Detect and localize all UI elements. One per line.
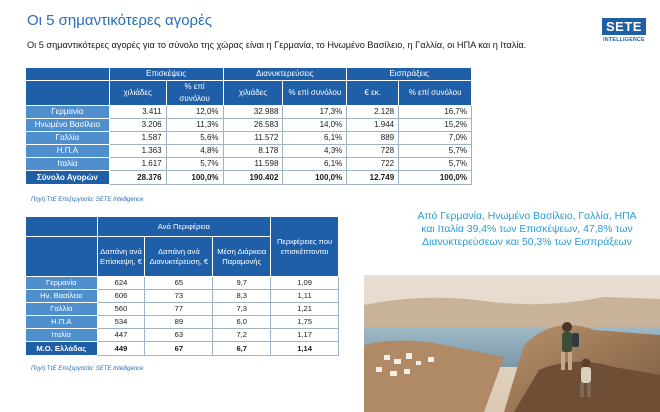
table-row: [26, 106, 472, 119]
subheader-cell: χιλιάδες: [109, 81, 166, 106]
total-cell: 100,0%: [283, 171, 347, 185]
value-cell: 17,3%: [283, 106, 347, 119]
subheader-cell: Μέση Διάρκεια Παραμονής: [213, 237, 271, 277]
regions-table: [25, 216, 339, 356]
total-cell: 100,0%: [399, 171, 472, 185]
subheader-cell: % επί συνόλου: [283, 81, 347, 106]
value-cell: 89: [145, 316, 213, 329]
total-cell: 6,7: [213, 342, 271, 356]
subheader-cell: χιλιάδες: [223, 81, 283, 106]
group-header-region: Ανά Περιφέρεια: [97, 217, 271, 237]
header-blank-cell: [26, 237, 98, 277]
subheader-cell: Δαπάνη ανά Επίσκεψη, €: [97, 237, 145, 277]
country-cell: Ηνωμένο Βασίλειο: [26, 119, 110, 132]
value-cell: 7,2: [213, 329, 271, 342]
table-row: [26, 158, 472, 171]
value-cell: 12,0%: [166, 106, 223, 119]
table-row: [26, 132, 472, 145]
total-label-cell: Σύνολο Αγορών: [26, 171, 110, 185]
table-row: [26, 277, 339, 290]
table-total-row: [26, 342, 339, 356]
value-cell: 5,7%: [166, 158, 223, 171]
value-cell: 5,7%: [399, 145, 472, 158]
total-label-cell: Μ.Ο. Ελλάδας: [26, 342, 98, 356]
value-cell: 5,6%: [166, 132, 223, 145]
highlight-callout: Από Γερμανία, Ηνωμένο Βασίλειο, Γαλλία, ΗΠΑ και Ιταλία 39,4% των Επισκέψεων, 47,8% των Διανυκτερεύσεων και 50,3% των Εισπράξεων: [417, 211, 637, 248]
value-cell: 534: [97, 316, 145, 329]
value-cell: 73: [145, 290, 213, 303]
country-cell: Η.Π.Α: [26, 145, 110, 158]
value-cell: 5,7%: [399, 158, 472, 171]
country-cell: Γερμανία: [26, 106, 110, 119]
logo-main-text: SETE: [602, 18, 646, 35]
total-cell: 12.749: [347, 171, 399, 185]
value-cell: 11.572: [223, 132, 283, 145]
value-cell: 4,3%: [283, 145, 347, 158]
table-row: [26, 119, 472, 132]
value-cell: 26.583: [223, 119, 283, 132]
value-cell: 7,0%: [399, 132, 472, 145]
value-cell: 1,09: [271, 277, 339, 290]
value-cell: 11,3%: [166, 119, 223, 132]
source-note: Πηγή:ΤτΕ Επεξεργασία: SETE Intelligence: [31, 197, 144, 203]
table-row: [26, 316, 339, 329]
table-row: [26, 303, 339, 316]
country-cell: Γαλλία: [26, 303, 98, 316]
header-blank-cell: [26, 81, 110, 106]
total-cell: 1,14: [271, 342, 339, 356]
table-header-row: [26, 68, 472, 81]
value-cell: 16,7%: [399, 106, 472, 119]
value-cell: 15,2%: [399, 119, 472, 132]
value-cell: 8.178: [223, 145, 283, 158]
total-cell: 28.376: [109, 171, 166, 185]
value-cell: 889: [347, 132, 399, 145]
total-cell: 100,0%: [166, 171, 223, 185]
total-cell: 449: [97, 342, 145, 356]
value-cell: 11.598: [223, 158, 283, 171]
country-cell: Γερμανία: [26, 277, 98, 290]
total-cell: 190.402: [223, 171, 283, 185]
value-cell: 7,3: [213, 303, 271, 316]
value-cell: 6,1%: [283, 132, 347, 145]
group-header-receipts: Εισπράξεις: [347, 68, 472, 81]
value-cell: 447: [97, 329, 145, 342]
value-cell: 32.988: [223, 106, 283, 119]
value-cell: 9,7: [213, 277, 271, 290]
value-cell: 1.363: [109, 145, 166, 158]
table-row: [26, 145, 472, 158]
table-header-row: [26, 217, 339, 237]
photo-illustration: [364, 275, 660, 412]
page-subtitle: Οι 5 σημαντικότερες αγορές για το σύνολο της χώρας είναι η Γερμανία, το Ηνωμένο Βασίλειο, η Γαλλία, οι ΗΠΑ και η Ιταλία.: [27, 40, 527, 50]
table-row: [26, 290, 339, 303]
source-note: Πηγή:ΤτΕ Επεξεργασία: SETE Intelligence: [31, 366, 144, 372]
value-cell: 8,3: [213, 290, 271, 303]
value-cell: 1,75: [271, 316, 339, 329]
value-cell: 624: [97, 277, 145, 290]
logo-sub-text: INTELLIGENCE: [603, 37, 645, 43]
country-cell: Γαλλία: [26, 132, 110, 145]
value-cell: 4,8%: [166, 145, 223, 158]
table-total-row: [26, 171, 472, 185]
header-regions-visited: Περιφέρειες που επισκέπτονται: [271, 217, 339, 277]
value-cell: 14,0%: [283, 119, 347, 132]
value-cell: 2.128: [347, 106, 399, 119]
subheader-cell: % επί συνόλου: [166, 81, 223, 106]
hikers-coast-photo: [364, 275, 660, 412]
value-cell: 1.944: [347, 119, 399, 132]
value-cell: 560: [97, 303, 145, 316]
country-cell: Ιταλία: [26, 329, 98, 342]
country-cell: Ην. Βασίλειο: [26, 290, 98, 303]
total-cell: 67: [145, 342, 213, 356]
value-cell: 1.587: [109, 132, 166, 145]
value-cell: 63: [145, 329, 213, 342]
subheader-cell: % επί συνόλου: [399, 81, 472, 106]
markets-table: [25, 67, 472, 185]
country-cell: Ιταλία: [26, 158, 110, 171]
value-cell: 722: [347, 158, 399, 171]
value-cell: 3.206: [109, 119, 166, 132]
value-cell: 77: [145, 303, 213, 316]
group-header-visits: Επισκέψεις: [109, 68, 223, 81]
value-cell: 6,0: [213, 316, 271, 329]
value-cell: 65: [145, 277, 213, 290]
value-cell: 6,1%: [283, 158, 347, 171]
value-cell: 606: [97, 290, 145, 303]
value-cell: 1,21: [271, 303, 339, 316]
header-blank-cell: [26, 68, 110, 81]
header-blank-cell: [26, 217, 98, 237]
table-row: [26, 329, 339, 342]
country-cell: Η.Π.Α: [26, 316, 98, 329]
table-subheader-row: [26, 81, 472, 106]
sete-logo: [602, 18, 646, 43]
value-cell: 1,11: [271, 290, 339, 303]
subheader-cell: Δαπάνη ανά Διανυκτέρευση, €: [145, 237, 213, 277]
value-cell: 1,17: [271, 329, 339, 342]
subheader-cell: € εκ.: [347, 81, 399, 106]
value-cell: 728: [347, 145, 399, 158]
value-cell: 3.411: [109, 106, 166, 119]
group-header-nights: Διανυκτερεύσεις: [223, 68, 347, 81]
page-title: Οι 5 σημαντικότερες αγορές: [27, 12, 212, 29]
value-cell: 1.617: [109, 158, 166, 171]
